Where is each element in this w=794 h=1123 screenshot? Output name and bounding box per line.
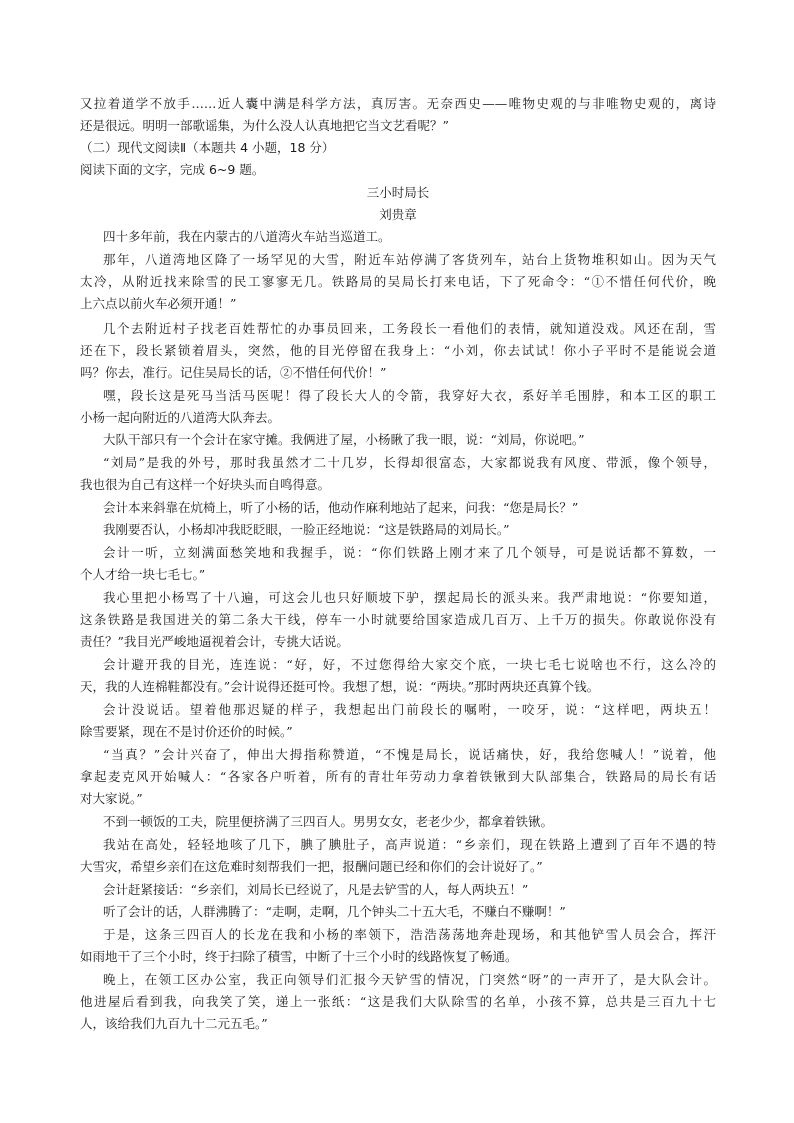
body-line: 对大家说。” <box>80 791 143 806</box>
body-line: 几个去附近村子找老百姓帮忙的办事员回来，工务段长一看他们的表情，就知道没戏。风还在刮，雪 <box>103 321 716 336</box>
body-line: 会计一听，立刻满面愁笑地和我握手，说：“你们铁路上刚才来了几个领导，可是说话都不算数，一 <box>103 545 716 560</box>
section-heading: （二）现代文阅读Ⅱ（本题共 4 小题，18 分） <box>80 140 335 155</box>
body-line: 我心里把小杨骂了十八遍，可这会儿也只好顺坡下驴，摆起局长的派头来。我严肃地说：“你要知道， <box>103 590 716 605</box>
body-line: 还在下，段长紧锁着眉头，突然，他的目光停留在我身上：“小刘，你去试试！你小子平时不是能说会道 <box>80 343 716 358</box>
body-line: 听了会计的话，人群沸腾了：“走啊，走啊，几个钟头二十五大毛，不赚白不赚啊！” <box>103 904 566 919</box>
body-line: 小杨一起向附近的八道湾大队奔去。 <box>80 410 281 425</box>
body-line: 会计避开我的目光，连连说：“好，好，不过您得给大家交个底，一块七毛七说啥也不行，这么冷的 <box>103 657 716 672</box>
story-title: 三小时局长 <box>366 185 430 200</box>
section-instruction: 阅读下面的文字，完成 6~9 题。 <box>80 162 265 177</box>
body-line: 那年，八道湾地区降了一场罕见的大雪，附近车站停满了客货列车，站台上货物堆积如山。因为天气 <box>103 252 716 267</box>
body-line: 于是，这条三四百人的长龙在我和小杨的率领下，浩浩荡荡地奔赴现场，和其他铲雪人员会合，挥汗 <box>103 927 716 942</box>
intro-line-1: 又拉着道学不放手……近人囊中满是科学方法，真厉害。无奈西史——唯物史观的与非唯物史观的，离诗 <box>80 96 716 111</box>
body-line: 晚上，在领工区办公室，我正向领导们汇报今天铲雪的情况，门突然“呀”的一声开了，是大队会计。 <box>103 972 716 987</box>
story-author: 刘贵章 <box>379 207 417 222</box>
body-line: 大雪灾，希望乡亲们在这危难时刻帮我们一把，报酬问题已经和你们的会计说好了。” <box>80 859 543 874</box>
body-line: 上六点以前火车必须开通！” <box>80 296 237 311</box>
body-line: 嘿，段长这是死马当活马医呢！得了段长大人的令箭，我穿好大衣，系好羊毛围脖，和本工区的职工 <box>103 388 716 403</box>
intro-line-2: 还是很远。明明一部歌谣集，为什么没人认真地把它当文艺看呢？” <box>80 118 449 133</box>
body-line: 会计本来斜靠在炕椅上，听了小杨的话，他动作麻利地站了起来，问我：“您是局长？” <box>103 500 579 515</box>
body-line: 会计没说话。望着他那迟疑的样子，我想起出门前段长的嘱咐，一咬牙，说：“这样吧，两块五！ <box>103 702 716 717</box>
body-line: 天，我的人连棉鞋都没有。”会计说得还挺可怜。我想了想，说：“两块。”那时两块还真算个钱。 <box>80 679 600 694</box>
body-line: 我也很为自己有这样一个好块头而自鸣得意。 <box>80 477 331 492</box>
body-line: 这条铁路是我国进关的第二条大干线，停车一小时就要给国家造成几百万、上千万的损失。你敢说你没有 <box>80 612 716 627</box>
body-line: 吗？你去，准行。记住吴局长的话，②不惜任何代价！” <box>80 365 387 380</box>
body-line: 他进屋后看到我，向我笑了笑，递上一张纸：“这是我们大队除雪的名单，小孩不算，总共是三百九十七 <box>80 994 716 1009</box>
body-line: 如雨地干了三个小时，终于扫除了積雪，中断了十三个小时的线路恢复了畅通。 <box>80 949 518 964</box>
body-line: 人，该给我们九百九十二元五毛。” <box>80 1016 268 1031</box>
body-line: 四十多年前，我在内蒙古的八道湾火车站当巡道工。 <box>103 229 391 244</box>
body-line: 太冷，从附近找来除雪的民工寥寥无几。铁路局的吴局长打来电话，下了死命令：“①不惜任何代价，晚 <box>80 274 716 289</box>
body-line: “当真？”会计兴奋了，伸出大拇指称赞道，“不愧是局长，说话痛快，好，我给您喊人！”说着，他 <box>103 747 716 762</box>
body-line: 不到一顿饭的工夫，院里便挤满了三四百人。男男女女，老老少少，都拿着铁锹。 <box>103 814 554 829</box>
body-line: 除雪要紧，现在不是讨价还价的时候。” <box>80 724 293 739</box>
body-line: 会计赶紧接话：“乡亲们，刘局长已经说了，凡是去铲雪的人，每人两块五！” <box>103 882 529 897</box>
body-line: 大队干部只有一个会计在家守摊。我俩进了屋，小杨瞅了我一眼，说：“刘局，你说吧。” <box>103 432 585 447</box>
body-line: 我站在高处，轻轻地咳了几下，腆了腆肚子，高声说道：“乡亲们，现在铁路上遭到了百年不遇的特 <box>103 837 716 852</box>
body-line: 我刚要否认，小杨却冲我眨眨眼，一脸正经地说：“这是铁路局的刘局长。” <box>103 522 510 537</box>
body-line: 责任？”我目光严峻地逼视着会计，专挑大话说。 <box>80 634 349 649</box>
body-line: 个人才给一块七毛七。” <box>80 567 206 582</box>
body-line: “刘局”是我的外号，那时我虽然才二十几岁，长得却很富态，大家都说我有风度、带派，像个领导， <box>103 455 716 470</box>
body-line: 拿起麦克风开始喊人：“各家各户听着，所有的青壮年劳动力拿着铁锹到大队部集合，铁路局的局长有话 <box>80 769 716 784</box>
